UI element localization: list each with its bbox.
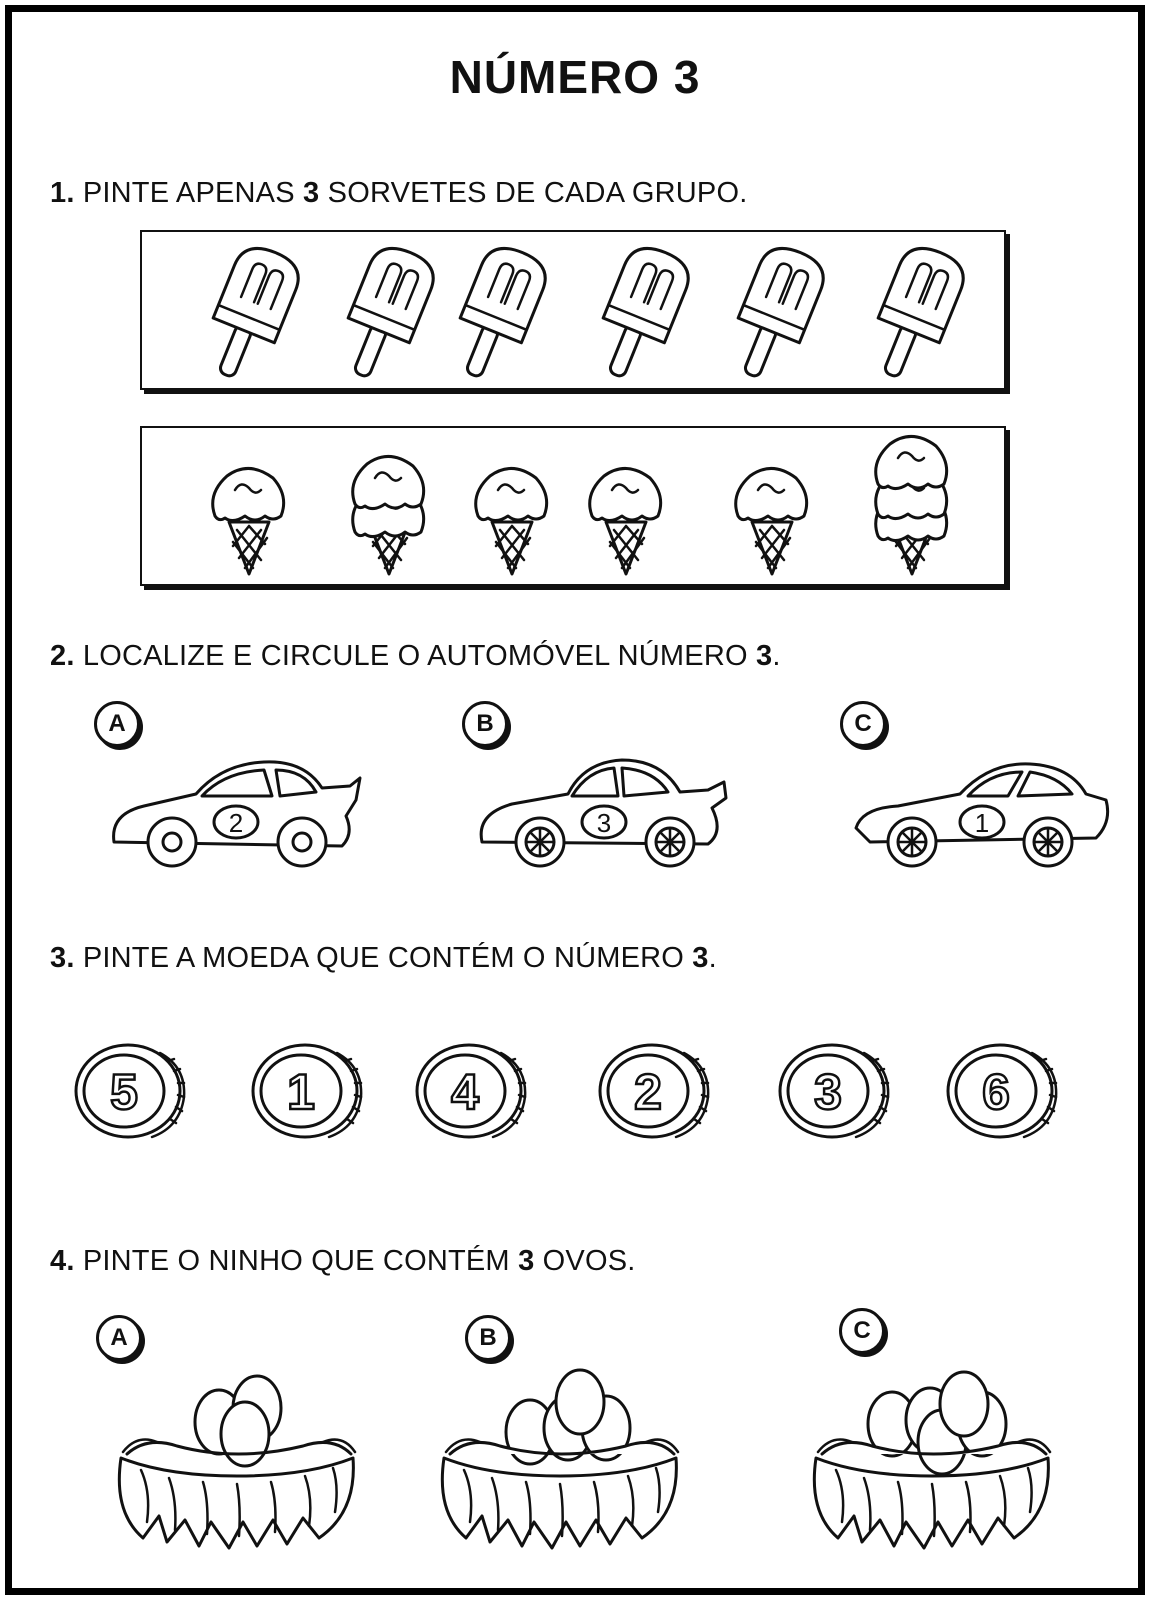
question-number: 2. bbox=[50, 640, 75, 672]
option-badge: B bbox=[462, 701, 508, 747]
question-text-end: . bbox=[708, 942, 717, 974]
bird-nest-icon[interactable] bbox=[430, 1362, 690, 1562]
svg-text:3: 3 bbox=[596, 808, 612, 838]
question-text: PINTE O NINHO QUE CONTÉM bbox=[82, 1245, 510, 1277]
ice-cream-cone-icon[interactable] bbox=[337, 434, 441, 580]
coin-icon[interactable] bbox=[592, 1037, 712, 1145]
coin-icon[interactable] bbox=[245, 1037, 365, 1145]
question-highlight: 3 bbox=[756, 640, 773, 672]
coin-icon[interactable] bbox=[940, 1037, 1060, 1145]
bird-nest-icon[interactable] bbox=[802, 1362, 1062, 1562]
popsicle-icon[interactable] bbox=[587, 240, 697, 380]
question-1 bbox=[50, 177, 748, 210]
svg-text:3: 3 bbox=[814, 1064, 842, 1120]
question-text: PINTE APENAS bbox=[82, 177, 295, 209]
question-number: 4. bbox=[50, 1245, 75, 1277]
question-text: PINTE A MOEDA QUE CONTÉM O NÚMERO bbox=[82, 942, 685, 974]
page-title: NÚMERO 3 bbox=[449, 51, 701, 103]
race-car-icon[interactable] bbox=[104, 742, 372, 882]
popsicle-icon[interactable] bbox=[722, 240, 832, 380]
question-text-end: SORVETES DE CADA GRUPO. bbox=[327, 177, 748, 209]
svg-text:2: 2 bbox=[634, 1064, 662, 1120]
option-badge: B bbox=[465, 1315, 511, 1361]
popsicle-icon[interactable] bbox=[332, 240, 442, 380]
question-highlight: 3 bbox=[692, 942, 709, 974]
popsicle-group-box bbox=[140, 230, 1006, 390]
ice-cream-cone-icon[interactable] bbox=[720, 434, 824, 580]
svg-text:6: 6 bbox=[982, 1064, 1010, 1120]
coin-icon[interactable] bbox=[409, 1037, 529, 1145]
svg-text:5: 5 bbox=[110, 1064, 138, 1120]
cone-group-box bbox=[140, 426, 1006, 586]
option-badge: A bbox=[94, 701, 140, 747]
option-badge: C bbox=[839, 1308, 885, 1354]
question-highlight: 3 bbox=[518, 1245, 535, 1277]
question-2 bbox=[50, 640, 781, 673]
svg-text:4: 4 bbox=[451, 1064, 479, 1120]
question-text-end: OVOS. bbox=[542, 1245, 636, 1277]
coin-icon[interactable] bbox=[772, 1037, 892, 1145]
option-badge: A bbox=[96, 1315, 142, 1361]
race-car-icon[interactable] bbox=[472, 742, 740, 882]
svg-text:1: 1 bbox=[287, 1064, 315, 1120]
race-car-icon[interactable] bbox=[850, 742, 1118, 882]
popsicle-icon[interactable] bbox=[197, 240, 307, 380]
cone-row bbox=[142, 428, 1004, 584]
svg-text:2: 2 bbox=[228, 808, 244, 838]
bird-nest-icon[interactable] bbox=[107, 1362, 367, 1562]
popsicle-icon[interactable] bbox=[444, 240, 554, 380]
svg-text:1: 1 bbox=[974, 808, 990, 838]
ice-cream-cone-icon[interactable] bbox=[860, 434, 964, 580]
question-highlight: 3 bbox=[303, 177, 320, 209]
question-3 bbox=[50, 942, 717, 975]
worksheet-page bbox=[5, 5, 1145, 1595]
question-number: 1. bbox=[50, 177, 75, 209]
ice-cream-cone-icon[interactable] bbox=[574, 434, 678, 580]
popsicle-row bbox=[142, 232, 1004, 388]
question-text-end: . bbox=[772, 640, 781, 672]
ice-cream-cone-icon[interactable] bbox=[460, 434, 564, 580]
popsicle-icon[interactable] bbox=[862, 240, 972, 380]
coin-icon[interactable] bbox=[68, 1037, 188, 1145]
question-4 bbox=[50, 1245, 636, 1278]
question-text: LOCALIZE E CIRCULE O AUTOMÓVEL NÚMERO bbox=[82, 640, 748, 672]
ice-cream-cone-icon[interactable] bbox=[197, 434, 301, 580]
question-number: 3. bbox=[50, 942, 75, 974]
option-badge: C bbox=[840, 701, 886, 747]
